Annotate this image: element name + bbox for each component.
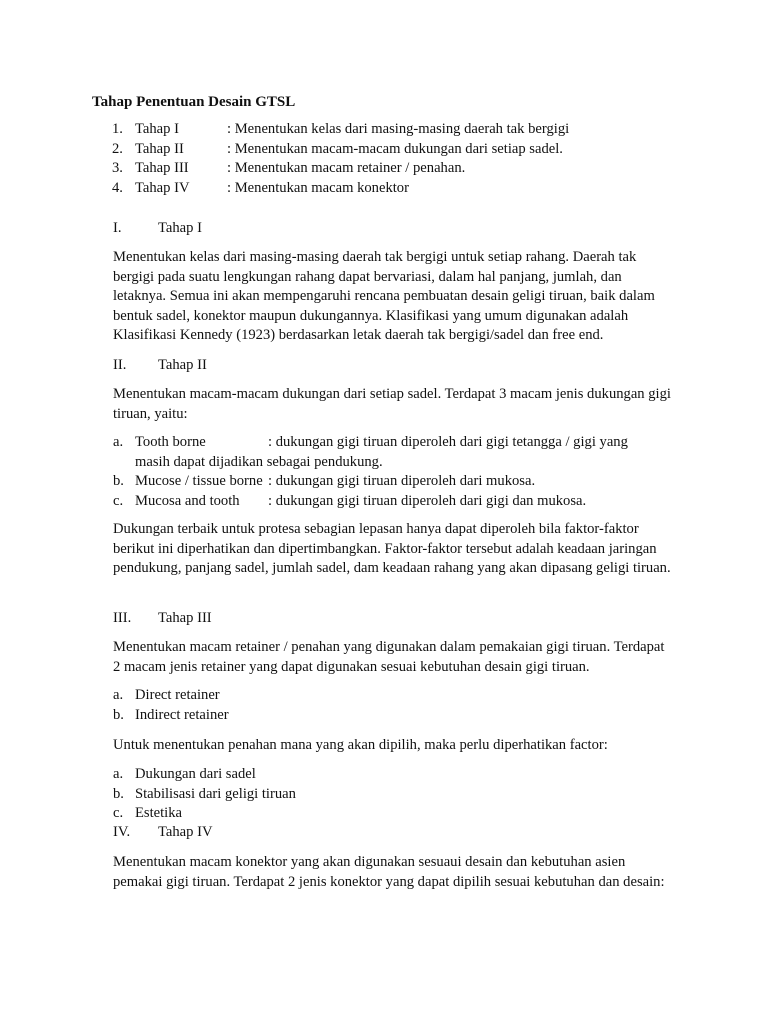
list-item — [113, 804, 683, 824]
item-description: : Menentukan kelas dari masing-masing daerah tak bergigi — [227, 121, 570, 137]
item-number: 1. — [112, 121, 123, 137]
item-description: : dukungan gigi tiruan diperoleh dari mukosa. — [268, 473, 536, 489]
list-item — [113, 765, 683, 785]
item-description: : Menentukan macam-macam dukungan dari setiap sadel. — [227, 140, 563, 157]
item-description: : dukungan gigi tiruan diperoleh dari gigi tetangga / gigi yang — [268, 434, 628, 450]
section-title: Tahap II — [158, 357, 207, 373]
item-name: Tahap III — [135, 160, 189, 176]
item-name: Tooth borne — [135, 434, 206, 450]
item-name: Mucosa and tooth — [135, 492, 240, 509]
item-continuation: masih dapat dijadikan sebagai pendukung. — [135, 453, 383, 470]
stage-overview-list — [112, 120, 712, 198]
section-3-paragraph: Menentukan macam retainer / penahan yang digunakan dalam pemakaian gigi tiruan. Terdapat 2 macam jenis retainer yang dapat digunakan sesuai kebutuhan desain gigi tiruan. — [113, 639, 665, 675]
overview-item — [112, 120, 712, 140]
item-number: 3. — [112, 160, 123, 176]
retainer-types-list — [113, 686, 683, 725]
item-letter: b. — [113, 785, 124, 802]
item-letter: a. — [113, 687, 124, 703]
section-number: II. — [113, 357, 127, 373]
item-description: : Menentukan macam retainer / penahan. — [227, 160, 466, 176]
section-title: Tahap III — [158, 610, 212, 626]
item-name: Mucose / tissue borne — [135, 473, 263, 489]
overview-item — [112, 179, 712, 199]
section-number: III. — [113, 610, 132, 626]
section-2-paragraph-2: Dukungan terbaik untuk protesa sebagian lepasan hanya dapat diperoleh bila faktor-faktor berikut ini diperhatikan dan dipertimbangkan. Faktor-faktor tersebut adalah keadaan jaringan pendukung, panjang sadel, jumlah sadel, dam keadaan rahang yang akan dipasang geligi tiruan. — [113, 521, 671, 576]
list-item — [113, 686, 683, 706]
factor-list — [113, 765, 683, 824]
item-name: Tahap IV — [135, 179, 190, 196]
item-letter: b. — [113, 473, 124, 489]
list-item — [113, 433, 683, 453]
section-heading-4 — [113, 823, 213, 842]
section-title: Tahap I — [158, 220, 202, 236]
item-letter: c. — [113, 805, 124, 821]
item-letter: b. — [113, 706, 124, 723]
section-2-paragraph: Menentukan macam-macam dukungan dari setiap sadel. Terdapat 3 macam jenis dukungan gigi tiruan, yaitu: — [113, 386, 671, 422]
section-heading-2 — [113, 356, 207, 375]
section-3-paragraph-2: Untuk menentukan penahan mana yang akan dipilih, maka perlu diperhatikan factor: — [113, 737, 608, 753]
overview-item — [112, 159, 712, 179]
item-name: Tahap I — [135, 121, 179, 137]
document-title: Tahap Penentuan Desain GTSL — [92, 94, 296, 110]
section-heading-1 — [113, 219, 202, 238]
item-letter: a. — [113, 434, 124, 450]
section-title: Tahap IV — [158, 824, 213, 840]
section-1-paragraph: Menentukan kelas dari masing-masing daerah tak bergigi untuk setiap rahang. Daerah tak bergigi pada suatu lengkungan rahang dapat bervariasi, dalam hal panjang, jumlah, dan letaknya. Semua ini akan mempengaruhi rencana pembuatan desain geligi tiruan, baik dalam bentuk sadel, konektor maupun dukungannya. Klasifikasi yang umum digunakan adalah Klasifikasi Kennedy (1923) berdasarkan letak daerah tak bergigi/sadel dan free end. — [113, 249, 655, 343]
item-description: : Menentukan macam konektor — [227, 179, 409, 196]
list-item — [113, 785, 683, 805]
section-number: IV. — [113, 824, 131, 840]
list-item-continuation — [113, 453, 683, 473]
section-number: I. — [113, 220, 122, 236]
item-description: : dukungan gigi tiruan diperoleh dari gigi dan mukosa. — [268, 492, 587, 509]
item-name: Tahap II — [135, 140, 184, 157]
overview-item — [112, 140, 712, 160]
support-types-list — [113, 433, 683, 511]
item-text: Direct retainer — [135, 687, 220, 703]
item-text: Dukungan dari sadel — [135, 766, 256, 782]
item-number: 4. — [112, 179, 123, 196]
item-text: Indirect retainer — [135, 706, 229, 723]
item-letter: c. — [113, 492, 124, 509]
item-number: 2. — [112, 140, 123, 157]
item-text: Stabilisasi dari geligi tiruan — [135, 785, 296, 802]
list-item — [113, 472, 683, 492]
item-letter: a. — [113, 766, 124, 782]
list-item — [113, 706, 683, 726]
section-4-paragraph: Menentukan macam konektor yang akan digunakan sesuaui desain dan kebutuhan asien pemakai gigi tiruan. Terdapat 2 jenis konektor yang dapat dipilih sesuai kebutuhan dan desain: — [113, 854, 665, 890]
item-text: Estetika — [135, 805, 183, 821]
list-item — [113, 492, 683, 512]
section-heading-3 — [113, 609, 212, 628]
